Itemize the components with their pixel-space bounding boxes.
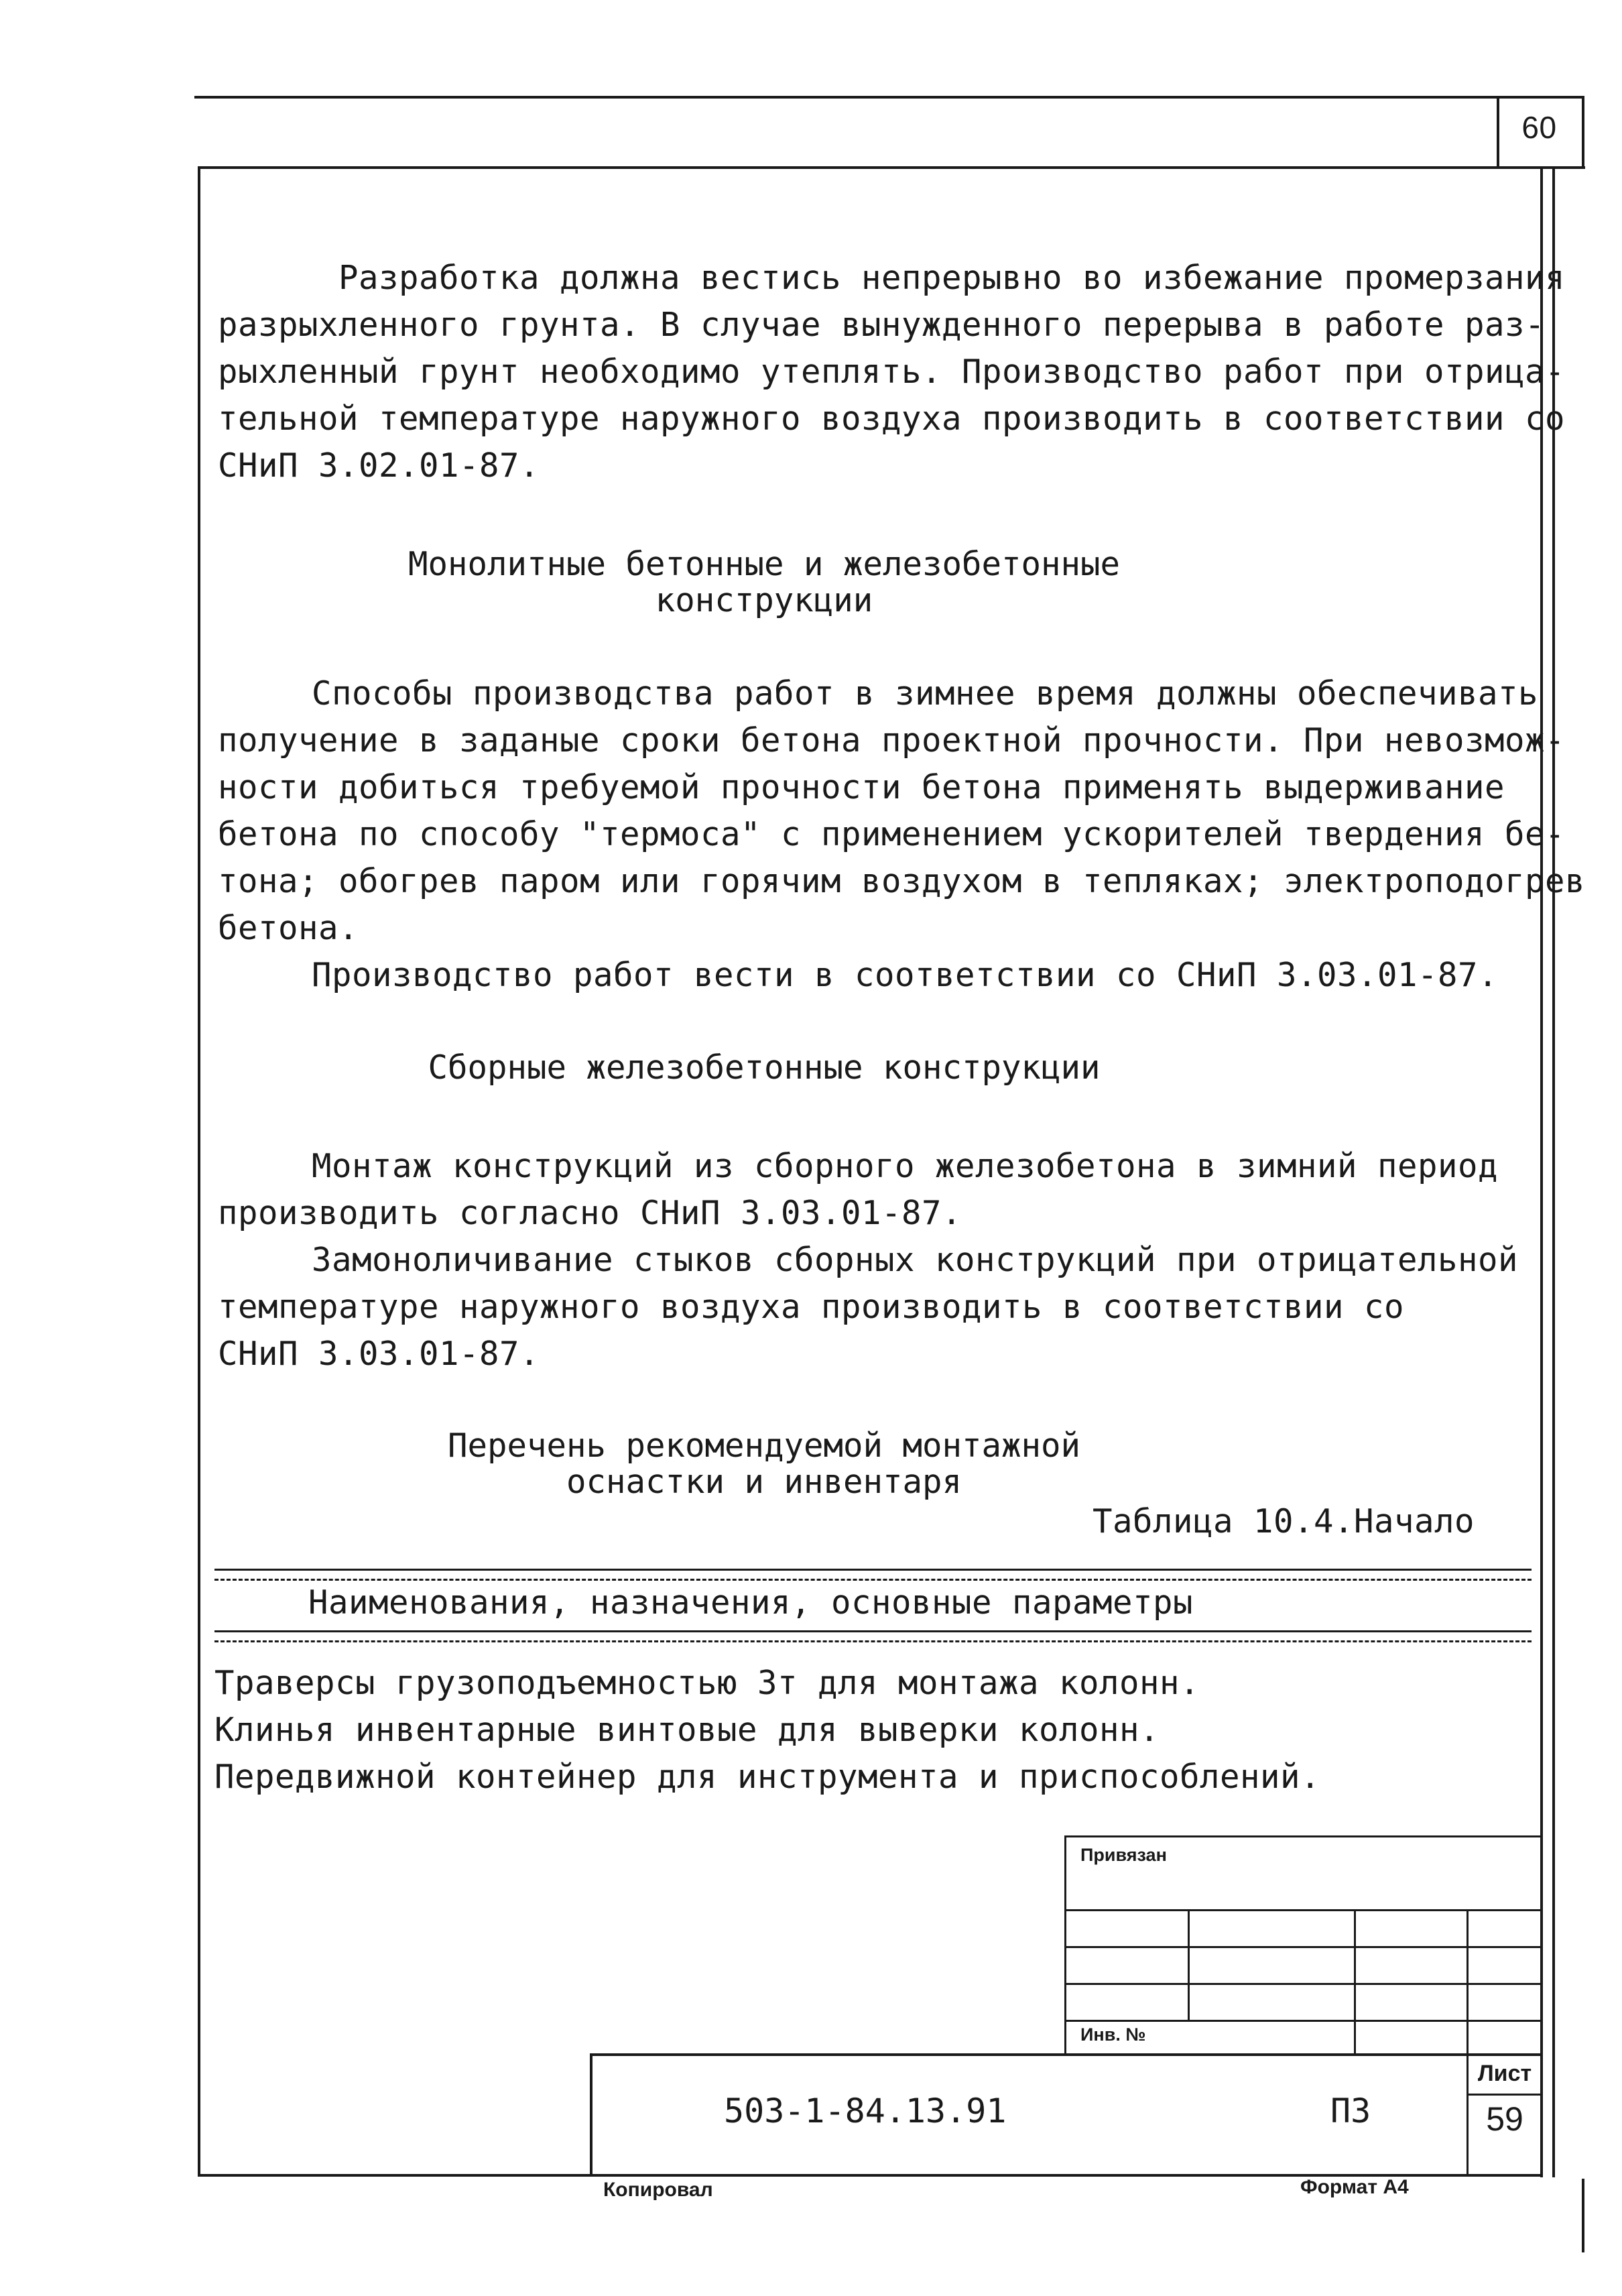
paragraph-5: [218, 1237, 1519, 1378]
text-line: Способы производства работ в зимнее время должны обеспечивать: [312, 674, 1539, 713]
section-heading-prefab: Сборные железобетонные конструкции: [428, 1048, 1101, 1087]
text-line: СНиП 3.03.01-87.: [218, 1335, 540, 1373]
text-line: СНиП 3.02.01-87.: [218, 446, 540, 485]
format-label: Формат А4: [1300, 2176, 1409, 2198]
text-line: тона; обогрев паром или горячим воздухом в тепляках; электроподогрев: [218, 862, 1586, 900]
text-line: ности добиться требуемой прочности бетона применять выдерживание: [218, 768, 1505, 806]
document-type: ПЗ: [1330, 2092, 1371, 2130]
text-line: получение в заданые сроки бетона проектной прочности. При невозмож-: [218, 721, 1566, 760]
section-heading-equipment-list: Перечень рекомендуемой монтажной оснастки и инвентаря: [447, 1427, 1080, 1501]
text-line: Замоноличивание стыков сборных конструкций при отрицательной: [312, 1241, 1519, 1279]
text-line: Разработка должна вестись непрерывно во избежание промерзания: [338, 259, 1566, 297]
text-line: бетона.: [218, 909, 359, 947]
table-row: Передвижной контейнер для инструмента и приспособлений.: [214, 1758, 1321, 1796]
paragraph-2: [218, 670, 1586, 952]
text-line: разрыхленного грунта. В случае вынужденного перерыва в работе раз-: [218, 306, 1546, 344]
sheet-label: Лист: [1477, 2061, 1532, 2086]
linked-label: Привязан: [1080, 1845, 1167, 1865]
sheet-number: 59: [1486, 2100, 1523, 2138]
text-line: тельной температуре наружного воздуха производить в соответствии со: [218, 400, 1566, 438]
document-code: 503-1-84.13.91: [724, 2092, 1007, 2130]
table-row: Клинья инвентарные винтовые для выверки колонн.: [214, 1711, 1160, 1749]
page-number: 60: [1521, 110, 1557, 145]
table-caption: Таблица 10.4.Начало: [1092, 1502, 1475, 1540]
paragraph-1: [218, 255, 1566, 489]
text-line: Монтаж конструкций из сборного железобетона в зимний период: [312, 1147, 1499, 1185]
copied-by-label: Копировал: [603, 2179, 713, 2201]
paragraph-3: Производство работ вести в соответствии со СНиП 3.03.01-87.: [312, 956, 1499, 994]
inventory-number-label: Инв. №: [1080, 2025, 1146, 2045]
text-line: температуре наружного воздуха производить в соответствии со: [218, 1288, 1405, 1326]
paragraph-4: [218, 1143, 1511, 1237]
table-row: Траверсы грузоподъемностью 3т для монтажа колонн.: [214, 1664, 1200, 1702]
text-line: бетона по способу "термоса" с применением ускорителей твердения бе-: [218, 815, 1566, 853]
text-line: производить согласно СНиП 3.03.01-87.: [218, 1194, 962, 1232]
text-line: рыхленный грунт необходимо утеплять. Производство работ при отрица-: [218, 353, 1566, 391]
table-body: [214, 1660, 1320, 1801]
table-header: Наименования, назначения, основные параметры: [308, 1583, 1194, 1622]
section-heading-monolithic: Монолитные бетонные и железобетонные конструкции: [408, 545, 1121, 619]
